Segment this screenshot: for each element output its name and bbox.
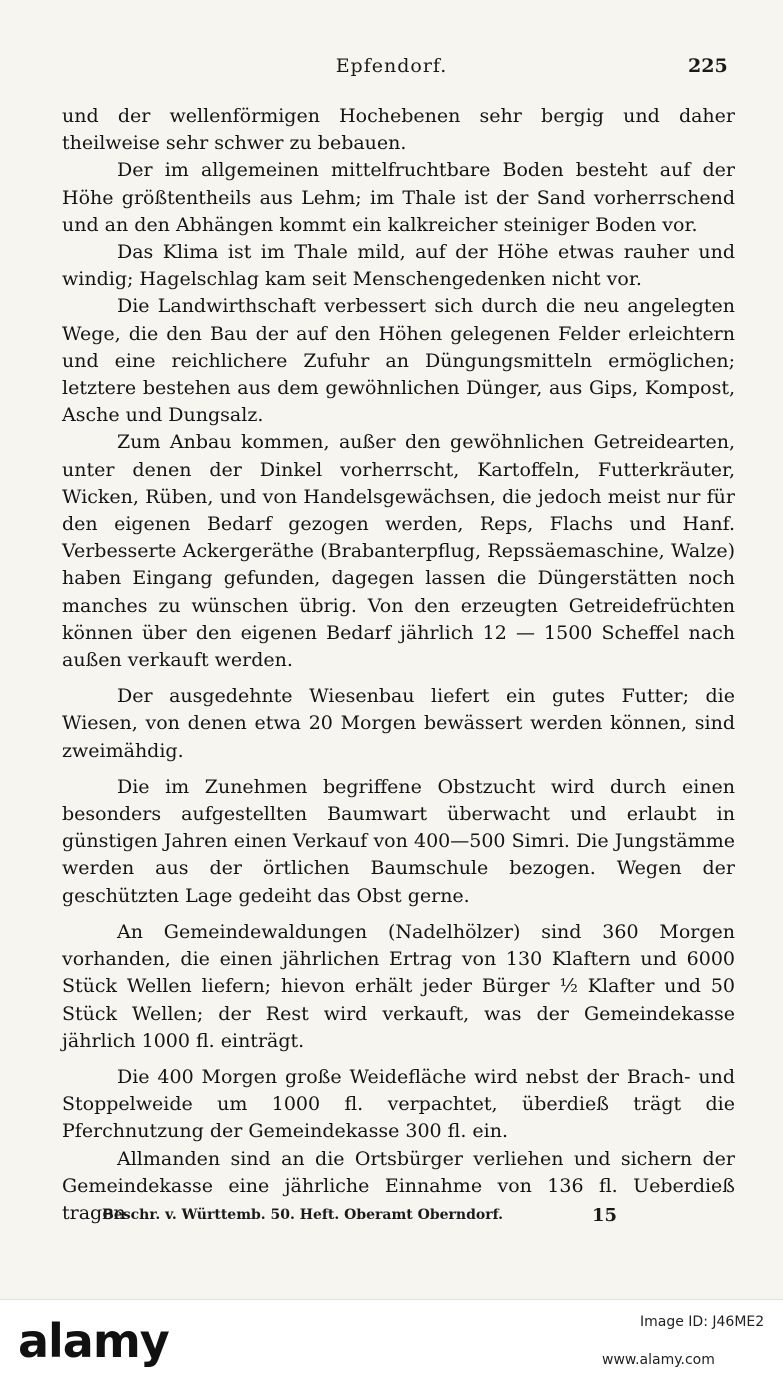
paragraph-10: Allmanden sind an die Ortsbürger verliehen und sichern der Gemeindekasse eine jährliche Einnahme von 136 fl. Ueberdieß tragen: [62, 1147, 735, 1224]
paragraph-1: und der wellenförmigen Hochebenen sehr bergig und daher theilweise sehr schwer zu bebauen.: [62, 105, 735, 155]
paragraph-6: Der ausgedehnte Wiesenbau liefert ein gutes Futter; die Wiesen, von denen etwa 20 Morgen bewässert werden können, sind zweimähdig.: [62, 685, 735, 762]
watermark-url: www.alamy.com: [602, 1352, 715, 1368]
paragraph-2: Der im allgemeinen mittelfruchtbare Boden besteht auf der Höhe größtentheils aus Lehm; im Thale ist der Sand vorherrschend und an den Abhängen kommt ein kalkreicher steiniger Boden vor.: [62, 159, 735, 236]
image-id-label: Image ID: J46ME2: [640, 1314, 765, 1330]
signature-mark: 15: [592, 1205, 618, 1226]
paragraph-5: Zum Anbau kommen, außer den gewöhnlichen Getreidearten, unter denen der Dinkel vorherrscht, Kartoffeln, Futterkräuter, Wicken, Rüben, und von Handelsgewächsen, die jedoch meist nur für den eigenen Bedarf gezogen werden, Reps, Flachs und Hanf. Verbesserte Ackergeräthe (Brabanterpflug, Repssäemaschine, Walze) haben Eingang gefunden, dagegen lassen die Düngerstätten noch manches zu wünschen übrig. Von den erzeugten Getreidefrüchten können über den eigenen Bedarf jährlich 12 — 1500 Scheffel nach außen verkauft werden.: [62, 431, 735, 672]
header-title: Epfendorf.: [335, 55, 448, 77]
footer-citation: Beschr. v. Württemb. 50. Heft. Oberamt Oberndorf.: [102, 1207, 503, 1223]
paragraph-8: An Gemeindewaldungen (Nadelhölzer) sind 360 Morgen vorhanden, die einen jährlichen Ertrag von 130 Klaftern und 6000 Stück Wellen liefern; hievon erhält jeder Bürger ½ Klafter und 50 Stück Wellen; der Rest wird verkauft, was der Gemeindekasse jährlich 1000 fl. einträgt.: [62, 920, 735, 1052]
paragraph-3: Das Klima ist im Thale mild, auf der Höhe etwas rauher und windig; Hagelschlag kam seit Menschengedenken nicht vor.: [62, 241, 735, 291]
paragraph-9: Die 400 Morgen große Weidefläche wird nebst der Brach- und Stoppelweide um 1000 fl. verpachtet, überdieß trägt die Pferchnutzung der Gemeindekasse 300 fl. ein.: [62, 1065, 735, 1143]
alamy-logo: alamy: [18, 1314, 169, 1368]
paragraph-7: Die im Zunehmen begriffene Obstzucht wird durch einen besonders aufgestellten Baumwart überwacht und erlaubt in günstigen Jahren einen Verkauf von 400—500 Simri. Die Jungstämme werden aus der örtlichen Baumschule bezogen. Wegen der geschützten Lage gedeiht das Obst gerne.: [62, 775, 735, 907]
page-footer: [102, 1207, 742, 1231]
watermark-banner: [0, 1299, 783, 1391]
paragraph-4: Die Landwirthschaft verbessert sich durch die neu angelegten Wege, die den Bau der auf den Höhen gelegenen Felder erleichtern und eine reichlichere Zufuhr an Düngungsmitteln ermöglichen; letztere bestehen aus dem gewöhnlichen Dünger, aus Gips, Kompost, Asche und Dungsalz.: [62, 295, 735, 427]
page-number: 225: [688, 55, 728, 77]
body-text: [62, 103, 735, 1227]
running-header: [0, 55, 783, 85]
